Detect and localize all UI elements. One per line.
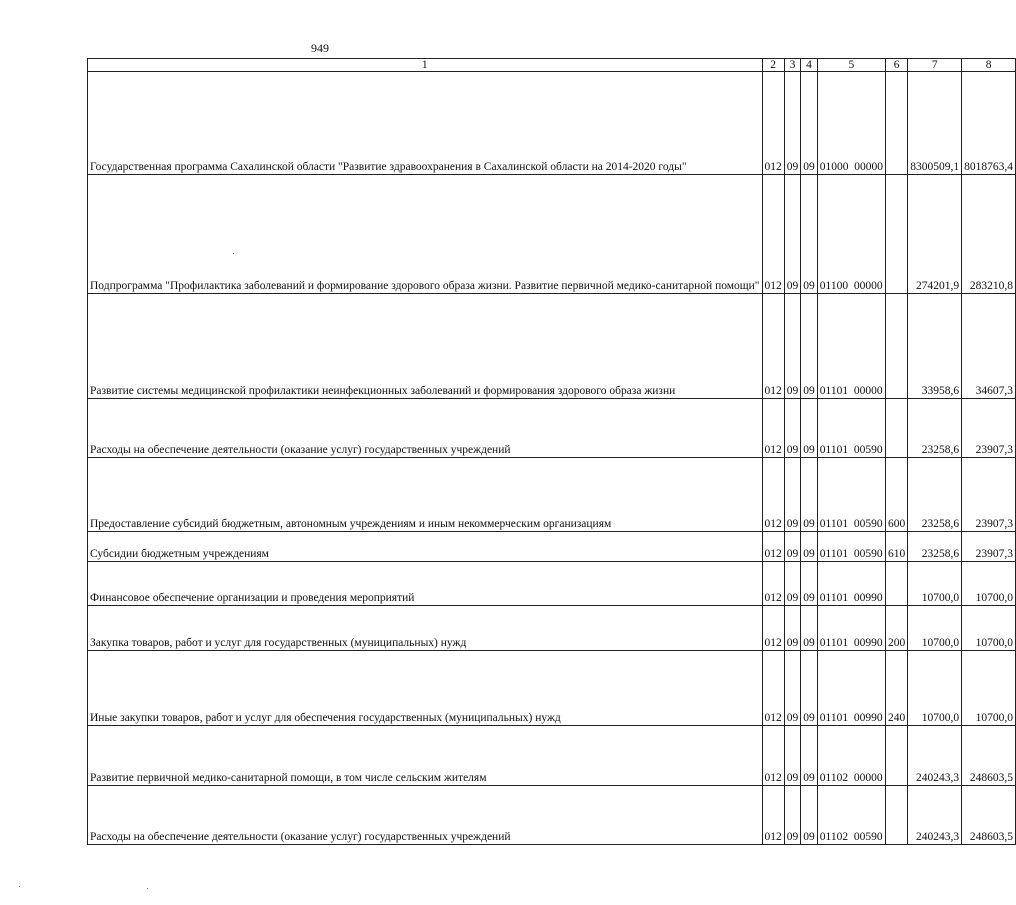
row-name: Развитие первичной медико-санитарной помощи, в том числе сельским жителям: [90, 772, 487, 784]
ved-cell: 012: [762, 458, 784, 532]
table-row: [88, 651, 1016, 726]
csr-cell: 01000 00000: [817, 72, 885, 175]
rz-cell: 09: [784, 399, 801, 458]
rz-cell: 09: [784, 532, 801, 562]
pr-cell: 09: [801, 458, 818, 532]
csr-cell: 01101 00990: [817, 606, 885, 651]
rz-cell: 09: [784, 458, 801, 532]
row-name-cell: [88, 294, 763, 399]
ved-cell: 012: [762, 651, 784, 726]
pr-cell: 09: [801, 294, 818, 399]
column-header: 4: [801, 59, 818, 72]
ved-cell: 012: [762, 562, 784, 606]
row-name-cell: [88, 606, 763, 651]
rz-cell: 09: [784, 72, 801, 175]
pr-cell: 09: [801, 726, 818, 786]
amount-8-cell: 10700,0: [962, 562, 1016, 606]
row-name-cell: [88, 399, 763, 458]
ved-cell: 012: [762, 606, 784, 651]
ved-cell: 012: [762, 294, 784, 399]
amount-7-cell: 274201,9: [908, 175, 962, 294]
amount-8-cell: 283210,8: [962, 175, 1016, 294]
ved-cell: 012: [762, 532, 784, 562]
row-name: Развитие системы медицинской профилактики неинфекционных заболеваний и формирования здорового образа жизни: [90, 385, 676, 397]
amount-8-cell: 23907,3: [962, 532, 1016, 562]
vr-cell: [886, 399, 908, 458]
amount-7-cell: 23258,6: [908, 532, 962, 562]
amount-7-cell: 10700,0: [908, 606, 962, 651]
table-row: [88, 562, 1016, 606]
csr-cell: 01102 00590: [817, 786, 885, 845]
pr-cell: 09: [801, 651, 818, 726]
vr-cell: [886, 72, 908, 175]
amount-8-cell: 10700,0: [962, 606, 1016, 651]
rz-cell: 09: [784, 175, 801, 294]
row-name-cell: [88, 532, 763, 562]
vr-cell: 200: [886, 606, 908, 651]
table-row: [88, 458, 1016, 532]
amount-7-cell: 240243,3: [908, 786, 962, 845]
rz-cell: 09: [784, 651, 801, 726]
ved-cell: 012: [762, 786, 784, 845]
column-header: 1: [88, 59, 763, 72]
table-row: [88, 786, 1016, 845]
rz-cell: 09: [784, 606, 801, 651]
column-header: 3: [784, 59, 801, 72]
ved-cell: 012: [762, 72, 784, 175]
csr-cell: 01101 00990: [817, 562, 885, 606]
column-header: 2: [762, 59, 784, 72]
amount-8-cell: 23907,3: [962, 458, 1016, 532]
amount-8-cell: 34607,3: [962, 294, 1016, 399]
vr-cell: [886, 726, 908, 786]
vr-cell: [886, 562, 908, 606]
row-name-cell: [88, 72, 763, 175]
scan-speck: [147, 888, 148, 889]
amount-7-cell: 8300509,1: [908, 72, 962, 175]
row-name: Предоставление субсидий бюджетным, автономным учреждениям и иным некоммерческим организациям: [90, 518, 612, 530]
amount-8-cell: 248603,5: [962, 786, 1016, 845]
pr-cell: 09: [801, 786, 818, 845]
csr-cell: 01101 00990: [817, 651, 885, 726]
pr-cell: 09: [801, 175, 818, 294]
csr-cell: 01101 00590: [817, 458, 885, 532]
amount-7-cell: 23258,6: [908, 399, 962, 458]
vr-cell: [886, 175, 908, 294]
pr-cell: 09: [801, 399, 818, 458]
pr-cell: 09: [801, 562, 818, 606]
row-name: Иные закупки товаров, работ и услуг для обеспечения государственных (муниципальных) нужд: [90, 712, 561, 724]
amount-7-cell: 23258,6: [908, 458, 962, 532]
csr-cell: 01101 00590: [817, 532, 885, 562]
table-row: [88, 399, 1016, 458]
amount-8-cell: 23907,3: [962, 399, 1016, 458]
column-number-row: [88, 59, 1016, 72]
amount-7-cell: 10700,0: [908, 651, 962, 726]
table-row: [88, 606, 1016, 651]
scan-speck: [19, 886, 20, 887]
row-name: Расходы на обеспечение деятельности (оказание услуг) государственных учреждений: [90, 444, 511, 456]
pr-cell: 09: [801, 532, 818, 562]
row-name-cell: [88, 726, 763, 786]
amount-8-cell: 8018763,4: [962, 72, 1016, 175]
csr-cell: 01101 00000: [817, 294, 885, 399]
column-header: 7: [908, 59, 962, 72]
amount-7-cell: 240243,3: [908, 726, 962, 786]
row-name-cell: [88, 786, 763, 845]
table-row: [88, 72, 1016, 175]
csr-cell: 01101 00590: [817, 399, 885, 458]
column-header: 6: [886, 59, 908, 72]
row-name-cell: [88, 562, 763, 606]
ved-cell: 012: [762, 175, 784, 294]
budget-table: [87, 58, 1016, 845]
row-name-cell: [88, 458, 763, 532]
rz-cell: 09: [784, 786, 801, 845]
rz-cell: 09: [784, 562, 801, 606]
row-name: Государственная программа Сахалинской области "Развитие здравоохранения в Сахалинской области на 2014-2020 годы": [90, 161, 687, 173]
row-name-cell: [88, 651, 763, 726]
vr-cell: [886, 786, 908, 845]
row-name: Финансовое обеспечение организации и проведения мероприятий: [90, 592, 415, 604]
ved-cell: 012: [762, 726, 784, 786]
page-number: 949: [311, 41, 329, 55]
ved-cell: 012: [762, 399, 784, 458]
scan-speck: [233, 253, 234, 254]
row-name-cell: [88, 175, 763, 294]
table-row: [88, 532, 1016, 562]
amount-8-cell: 248603,5: [962, 726, 1016, 786]
pr-cell: 09: [801, 606, 818, 651]
row-name: Подпрограмма "Профилактика заболеваний и формирование здорового образа жизни. Развитие первичной медико-санитарной помощи": [90, 280, 760, 292]
vr-cell: 240: [886, 651, 908, 726]
pr-cell: 09: [801, 72, 818, 175]
rz-cell: 09: [784, 294, 801, 399]
column-header: 8: [962, 59, 1016, 72]
amount-8-cell: 10700,0: [962, 651, 1016, 726]
table-row: [88, 175, 1016, 294]
csr-cell: 01100 00000: [817, 175, 885, 294]
vr-cell: [886, 294, 908, 399]
rz-cell: 09: [784, 726, 801, 786]
column-header: 5: [817, 59, 885, 72]
vr-cell: 610: [886, 532, 908, 562]
table-row: [88, 726, 1016, 786]
row-name: Закупка товаров, работ и услуг для государственных (муниципальных) нужд: [90, 637, 467, 649]
row-name: Субсидии бюджетным учреждениям: [90, 548, 269, 560]
vr-cell: 600: [886, 458, 908, 532]
csr-cell: 01102 00000: [817, 726, 885, 786]
amount-7-cell: 10700,0: [908, 562, 962, 606]
table-row: [88, 294, 1016, 399]
row-name: Расходы на обеспечение деятельности (оказание услуг) государственных учреждений: [90, 831, 511, 843]
amount-7-cell: 33958,6: [908, 294, 962, 399]
